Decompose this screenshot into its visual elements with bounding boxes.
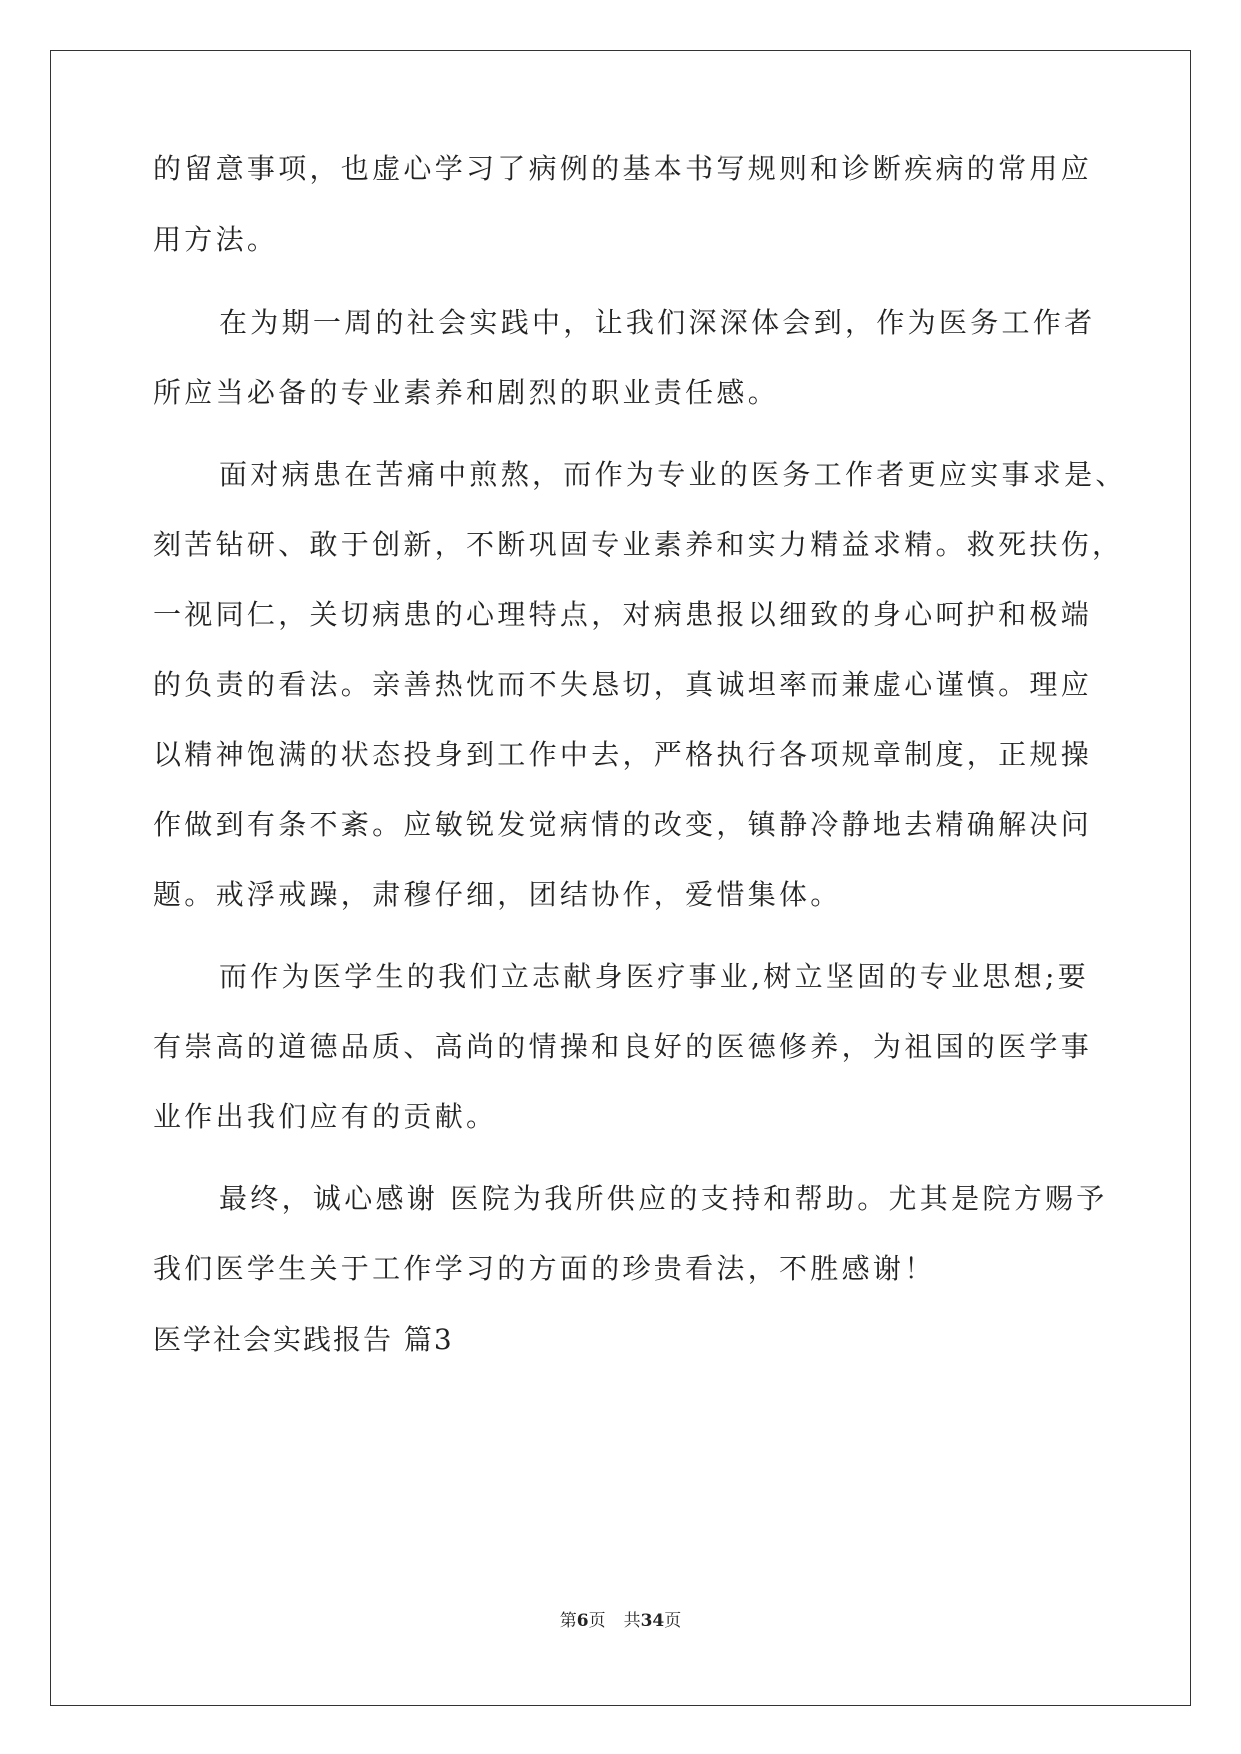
text-line: 题。戒浮戒躁，肃穆仔细，团结协作，爱惜集体。	[153, 878, 842, 911]
text-line: 用方法。	[153, 223, 279, 256]
text-line: 我们医学生关于工作学习的方面的珍贵看法，不胜感谢！	[153, 1252, 936, 1285]
text-line: 所应当必备的专业素养和剧烈的职业责任感。	[153, 376, 780, 409]
paragraph-first-line: 最终，诚心感谢 医院为我所供应的支持和帮助。尤其是院方赐予	[219, 1182, 1108, 1215]
text-line: 的留意事项，也虚心学习了病例的基本书写规则和诊断疾病的常用应	[153, 152, 1093, 185]
paragraph-first-line: 面对病患在苦痛中煎熬，而作为专业的医务工作者更应实事求是、	[219, 458, 1127, 491]
page-footer	[0, 1609, 1241, 1633]
text-line: 有崇高的道德品质、高尚的情操和良好的医德修养，为祖国的医学事	[153, 1030, 1093, 1063]
section-heading: 医学社会实践报告 篇3	[153, 1323, 454, 1356]
page-number: 6	[576, 1611, 589, 1631]
page-suffix: 页	[588, 1611, 606, 1631]
page-total: 34	[640, 1611, 665, 1631]
text-line: 一视同仁，关切病患的心理特点，对病患报以细致的身心呵护和极端	[153, 598, 1093, 631]
paragraph-first-line: 而作为医学生的我们立志献身医疗事业,树立坚固的专业思想;要	[219, 960, 1090, 993]
text-line: 以精神饱满的状态投身到工作中去，严格执行各项规章制度，正规操	[153, 738, 1093, 771]
text-line: 的负责的看法。亲善热忱而不失恳切，真诚坦率而兼虚心谨慎。理应	[153, 668, 1093, 701]
page-prefix: 第	[559, 1611, 577, 1631]
text-line: 作做到有条不紊。应敏锐发觉病情的改变，镇静冷静地去精确解决问	[153, 808, 1093, 841]
text-line: 业作出我们应有的贡献。	[153, 1100, 498, 1133]
total-suffix: 页	[664, 1611, 682, 1631]
text-line: 刻苦钻研、敢于创新，不断巩固专业素养和实力精益求精。救死扶伤，	[153, 528, 1124, 561]
total-prefix: 共	[623, 1611, 641, 1631]
paragraph-first-line: 在为期一周的社会实践中，让我们深深体会到，作为医务工作者	[219, 306, 1096, 339]
